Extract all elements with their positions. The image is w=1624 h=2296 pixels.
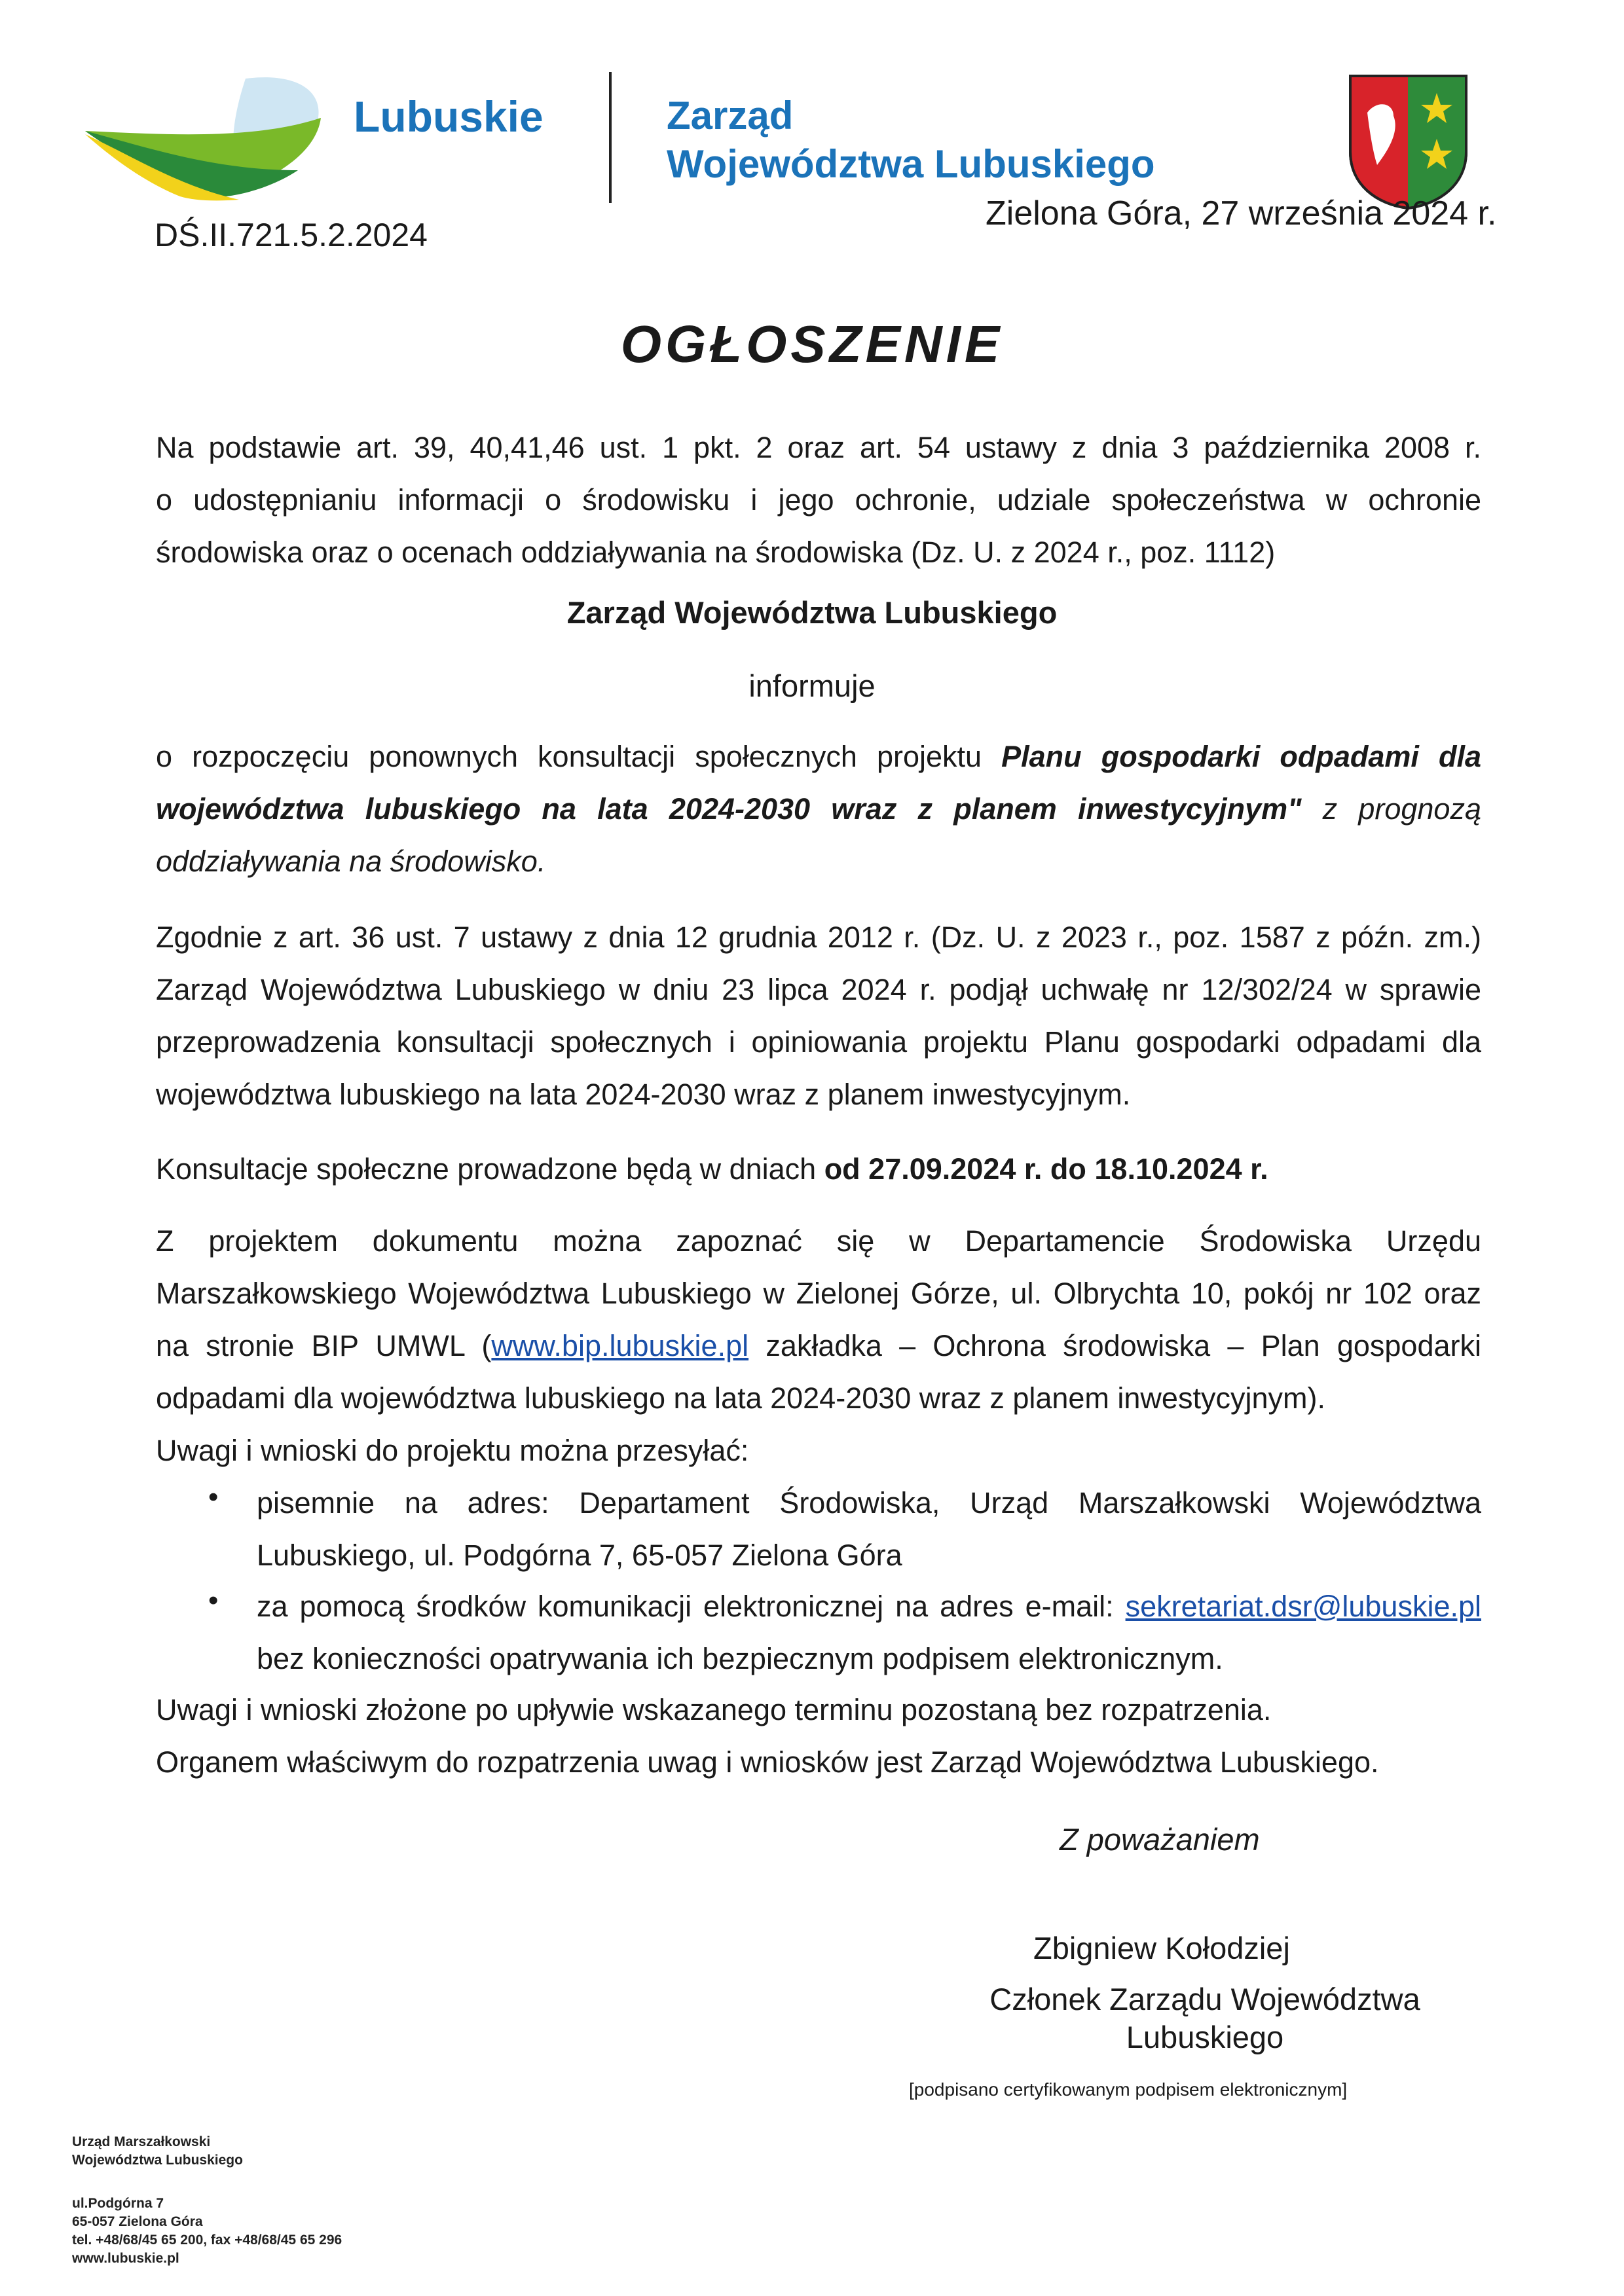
intro-line-2: o udostępnianiu informacji o środowisku i jego ochronie, udziale społeczeństwa w ochronie bbox=[156, 483, 1481, 517]
plan-line-3: oddziaływania na środowisko. bbox=[156, 845, 546, 878]
accordance-line-1: Zgodnie z art. 36 ust. 7 ustawy z dnia 12 grudnia 2012 r. (Dz. U. z 2023 r., poz. 1587 z późn. zm.) bbox=[156, 920, 1481, 954]
reference-number: DŚ.II.721.5.2.2024 bbox=[155, 217, 428, 253]
intro-line-3: środowiska oraz o ocenach oddziaływania na środowiska (Dz. U. z 2024 r., poz. 1112) bbox=[156, 536, 1276, 569]
late-remarks-note: Uwagi i wnioski złożone po upływie wskazanego terminu pozostaną bez rozpatrzenia. bbox=[156, 1693, 1272, 1726]
email-link[interactable]: sekretariat.dsr@lubuskie.pl bbox=[1125, 1590, 1481, 1623]
consultation-period: od 27.09.2024 r. do 18.10.2024 r. bbox=[824, 1152, 1268, 1186]
footer-website[interactable]: www.lubuskie.pl bbox=[72, 2251, 179, 2266]
bullet-2-line-2: bez konieczności opatrywania ich bezpiecznym podpisem elektronicznym. bbox=[257, 1642, 1223, 1675]
footer-org-line-2: Województwa Lubuskiego bbox=[72, 2153, 243, 2168]
lubuskie-logo-icon bbox=[82, 72, 337, 203]
authority-heading: Zarząd Województwa Lubuskiego bbox=[566, 595, 1058, 630]
consultation-dates bbox=[156, 1143, 1481, 1195]
bullet-dot-1: • bbox=[208, 1481, 219, 1513]
closing-regards: Z poważaniem bbox=[1060, 1822, 1260, 1857]
bullet-2-line-1 bbox=[257, 1580, 1481, 1633]
accordance-line-2: Zarząd Województwa Lubuskiego w dniu 23 lipca 2024 r. podjął uchwałę nr 12/302/24 w sprawie bbox=[156, 973, 1481, 1006]
project-line-3 bbox=[156, 1320, 1481, 1372]
plan-line-1-prefix: o rozpoczęciu ponownych konsultacji społecznych projektu bbox=[156, 740, 982, 773]
footer-phone: tel. +48/68/45 65 200, fax +48/68/45 65 296 bbox=[72, 2232, 342, 2248]
project-line-2: Marszałkowskiego Województwa Lubuskiego w Zielonej Górze, ul. Olbrychta 10, pokój nr 102 oraz bbox=[156, 1277, 1481, 1310]
footer-contact bbox=[72, 2195, 342, 2268]
signed-electronically-note: [podpisano certyfikowanym podpisem elektronicznym] bbox=[909, 2079, 1348, 2100]
plan-title-part-1: Planu gospodarki odpadami dla bbox=[1001, 740, 1481, 773]
footer-address-line-1: ul.Podgórna 7 bbox=[72, 2196, 164, 2211]
plan-line-2 bbox=[156, 783, 1481, 835]
project-line-1: Z projektem dokumentu można zapoznać się w Departamencie Środowiska Urzędu bbox=[156, 1224, 1481, 1258]
header-divider bbox=[609, 72, 612, 203]
footer-org-line-1: Urząd Marszałkowski bbox=[72, 2134, 211, 2149]
board-name-line1: Zarząd bbox=[667, 94, 794, 137]
board-name bbox=[667, 92, 1155, 189]
page-title: OGŁOSZENIE bbox=[620, 315, 1004, 373]
project-line-4: odpadami dla województwa lubuskiego na lata 2024-2030 wraz z planem inwestycyjnym). bbox=[156, 1381, 1325, 1415]
plan-title-part-2: województwa lubuskiego na lata 2024-2030 wraz z planem inwestycyjnym" bbox=[156, 792, 1302, 826]
bullet-dot-2: • bbox=[208, 1584, 219, 1616]
plan-line-1 bbox=[156, 731, 1481, 783]
informs-label: informuje bbox=[748, 668, 876, 703]
bullet-2-prefix: za pomocą środków komunikacji elektronicznej na adres e-mail: bbox=[257, 1590, 1114, 1623]
bullet-1-line-1: pisemnie na adres: Departament Środowiska, Urząd Marszałkowski Województwa bbox=[257, 1486, 1481, 1520]
footer-organization bbox=[72, 2133, 243, 2170]
competent-authority-note: Organem właściwym do rozpatrzenia uwag i wniosków jest Zarząd Województwa Lubuskiego. bbox=[156, 1745, 1379, 1779]
project-line-3-prefix: na stronie BIP UMWL ( bbox=[156, 1329, 492, 1362]
accordance-line-3: przeprowadzenia konsultacji społecznych i opiniowania projektu Planu gospodarki odpadami dla bbox=[156, 1025, 1481, 1059]
board-name-line2: Województwa Lubuskiego bbox=[667, 142, 1155, 186]
signatory-position-line-1: Członek Zarządu Województwa bbox=[989, 1982, 1420, 2016]
project-line-3-suffix: zakładka – Ochrona środowiska – Plan gospodarki bbox=[766, 1329, 1481, 1362]
consultation-prefix: Konsultacje społeczne prowadzone będą w dniach bbox=[156, 1152, 817, 1186]
place-date: Zielona Góra, 27 września 2024 r. bbox=[986, 194, 1497, 232]
remarks-intro: Uwagi i wnioski do projektu można przesyłać: bbox=[156, 1434, 749, 1467]
coat-of-arms-icon bbox=[1348, 73, 1469, 211]
accordance-line-4: województwa lubuskiego na lata 2024-2030 wraz z planem inwestycyjnym. bbox=[156, 1078, 1131, 1111]
bullet-1-line-2: Lubuskiego, ul. Podgórna 7, 65-057 Zielona Góra bbox=[257, 1539, 902, 1572]
signatory-position-line-2: Lubuskiego bbox=[1126, 2020, 1284, 2054]
footer-address-line-2: 65-057 Zielona Góra bbox=[72, 2214, 203, 2229]
intro-line-1: Na podstawie art. 39, 40,41,46 ust. 1 pkt. 2 oraz art. 54 ustawy z dnia 3 października 2008 r. bbox=[156, 431, 1481, 464]
bip-link[interactable]: www.bip.lubuskie.pl bbox=[491, 1329, 749, 1362]
signatory-name: Zbigniew Kołodziej bbox=[1033, 1931, 1290, 1965]
logo-wordmark: Lubuskie bbox=[354, 92, 544, 141]
plan-line-2-suffix: z prognozą bbox=[1322, 792, 1481, 826]
